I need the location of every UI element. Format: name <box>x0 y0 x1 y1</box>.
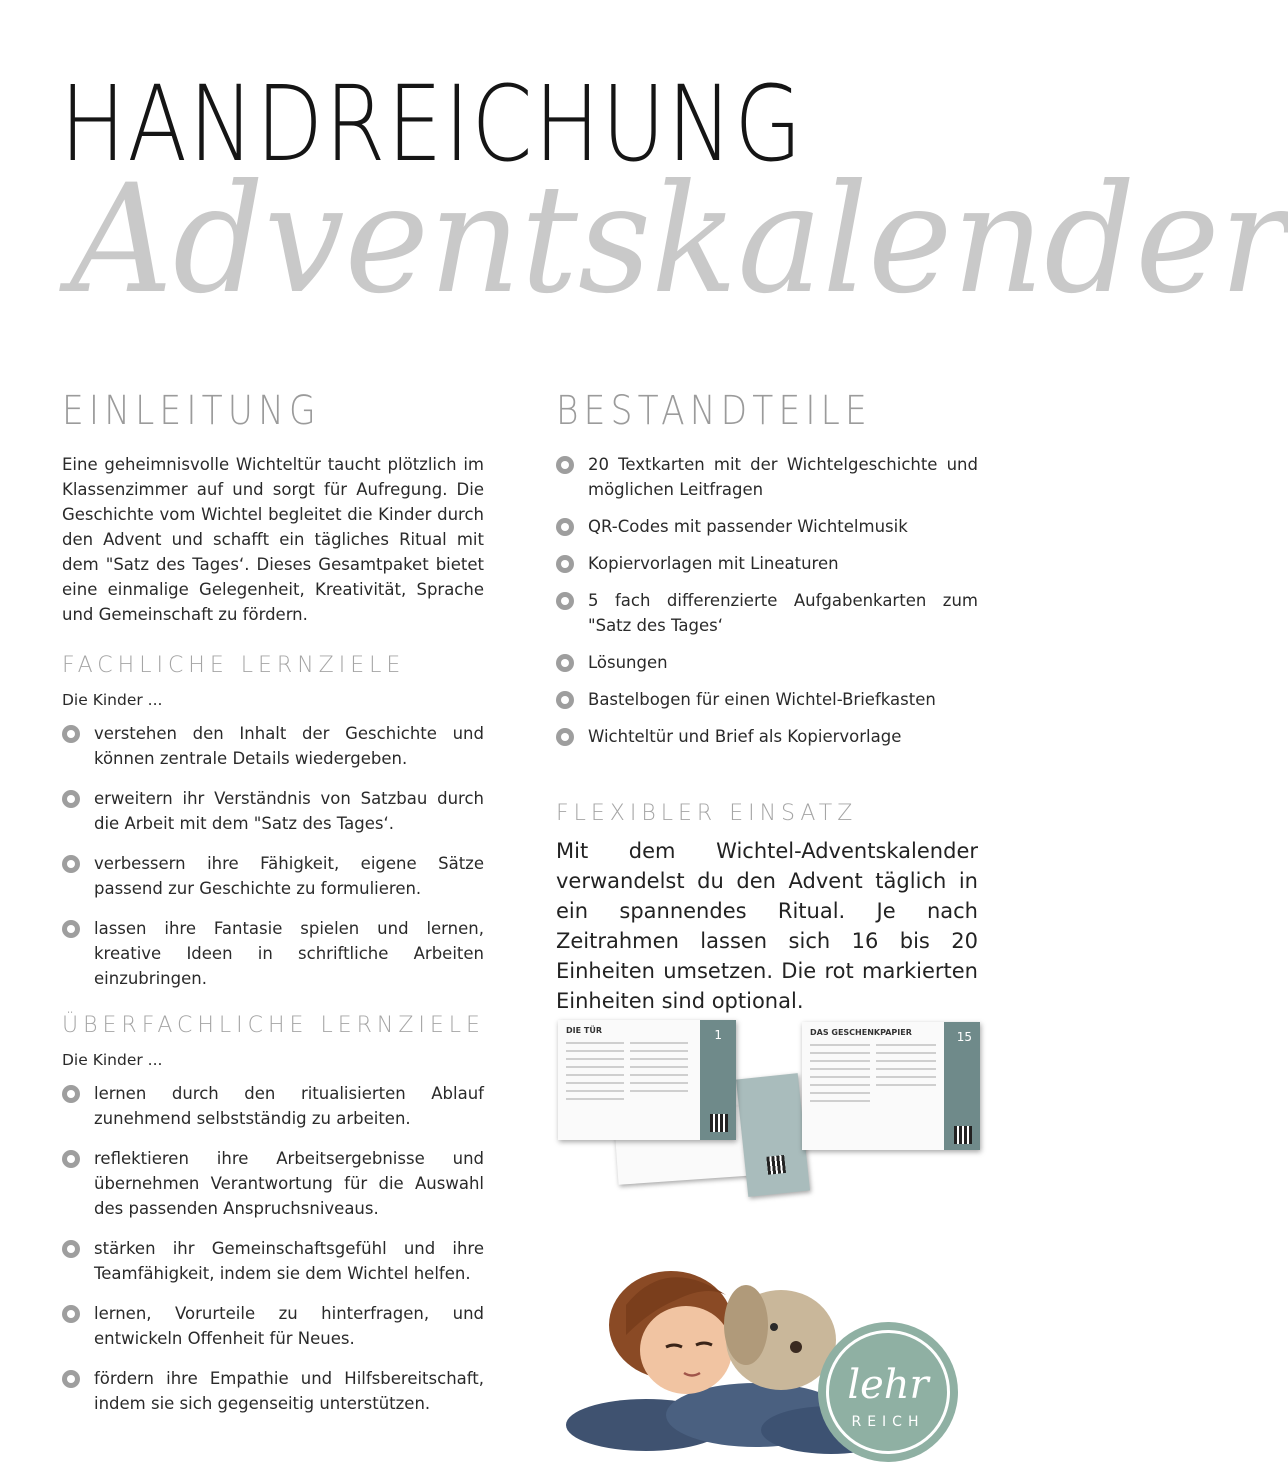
right-column <box>556 388 978 1016</box>
bullet-circle-icon <box>556 654 574 672</box>
einleitung-text: Eine geheimnisvolle Wichteltür taucht plötzlich im Klassenzimmer auf und sorgt für Aufregung. Die Geschichte vom Wichtel begleitet die Kinder durch den Advent und schafft ein tägliches Ritual mit dem "Satz des Tages‘. Dieses Gesamtpaket bietet eine einmalige Gelegenheit, Kreativität, Sprache und Gemeinschaft zu fördern. <box>62 455 484 624</box>
bullet-circle-icon <box>62 1085 80 1103</box>
bullet-circle-icon <box>62 1370 80 1388</box>
list-item: lernen, Vorurteile zu hinterfragen, und entwickeln Offenheit für Neues. <box>62 1301 484 1351</box>
material-preview <box>556 1010 986 1200</box>
einleitung-heading: EINLEITUNG <box>62 388 321 434</box>
fachliche-intro: Die Kinder ... <box>62 691 163 709</box>
fachliche-heading: FACHLICHE LERNZIELE <box>62 653 406 678</box>
list-item: 20 Textkarten mit der Wichtelgeschichte und möglichen Leitfragen <box>556 452 978 502</box>
bullet-circle-icon <box>556 518 574 536</box>
bullet-circle-icon <box>556 728 574 746</box>
flexibel-heading: FLEXIBLER EINSATZ <box>556 801 858 826</box>
lehrreich-logo: lehr REICH <box>818 1322 958 1462</box>
bullet-circle-icon <box>62 920 80 938</box>
bestandteile-list <box>556 452 978 749</box>
bullet-circle-icon <box>556 456 574 474</box>
list-item: Kopiervorlagen mit Lineaturen <box>556 551 978 576</box>
list-item: fördern ihre Empathie und Hilfsbereitschaft, indem sie sich gegenseitig unterstützen. <box>62 1366 484 1416</box>
list-item: lassen ihre Fantasie spielen und lernen, kreative Ideen in schriftliche Arbeiten einzubringen. <box>62 916 484 991</box>
bullet-circle-icon <box>62 1305 80 1323</box>
list-item: QR-Codes mit passender Wichtelmusik <box>556 514 978 539</box>
bestandteile-heading: BESTANDTEILE <box>556 388 872 434</box>
qr-code-icon <box>954 1126 972 1144</box>
ueberfachliche-heading: ÜBERFACHLICHE LERNZIELE <box>62 1013 485 1038</box>
ueberfachliche-intro: Die Kinder ... <box>62 1051 163 1069</box>
list-item: verbessern ihre Fähigkeit, eigene Sätze passend zur Geschichte zu formulieren. <box>62 851 484 901</box>
list-item: stärken ihr Gemeinschaftsgefühl und ihre Teamfähigkeit, indem sie dem Wichtel helfen. <box>62 1236 484 1286</box>
list-item: verstehen den Inhalt der Geschichte und können zentrale Details wiedergeben. <box>62 721 484 771</box>
qr-code-icon <box>710 1114 728 1132</box>
page-title: HANDREICHUNG <box>60 63 804 185</box>
fachliche-list <box>62 721 484 991</box>
bullet-circle-icon <box>556 691 574 709</box>
bullet-circle-icon <box>62 790 80 808</box>
qr-code-icon <box>766 1155 786 1175</box>
preview-card-door: DIE TÜR 1 <box>558 1020 736 1140</box>
list-item: lernen durch den ritualisierten Ablauf zunehmend selbstständig zu arbeiten. <box>62 1081 484 1131</box>
list-item: 5 fach differenzierte Aufgabenkarten zum "Satz des Tages‘ <box>556 588 978 638</box>
bullet-circle-icon <box>62 725 80 743</box>
list-item: reflektieren ihre Arbeitsergebnisse und übernehmen Verantwortung für die Auswahl des passenden Anspruchsniveaus. <box>62 1146 484 1221</box>
list-item: Wichteltür und Brief als Kopiervorlage <box>556 724 978 749</box>
preview-card-geschenkpapier: DAS GESCHENKPAPIER 15 <box>802 1022 980 1150</box>
bullet-circle-icon <box>62 855 80 873</box>
ueberfachliche-list <box>62 1081 484 1416</box>
list-item: Bastelbogen für einen Wichtel-Briefkasten <box>556 687 978 712</box>
bullet-circle-icon <box>62 1150 80 1168</box>
bullet-circle-icon <box>556 555 574 573</box>
bullet-circle-icon <box>62 1240 80 1258</box>
preview-card-tilted <box>736 1073 810 1197</box>
flexibel-text: Mit dem Wichtel-Adventskalender verwandelst du den Advent täglich in ein spannendes Ritual. Je nach Zeitrahmen lassen sich 16 bis 20 Einheiten umsetzen. Die rot markierten Einheiten sind optional. <box>556 839 978 1013</box>
list-item: Lösungen <box>556 650 978 675</box>
list-item: erweitern ihr Verständnis von Satzbau durch die Arbeit mit dem "Satz des Tages‘. <box>62 786 484 836</box>
page-subtitle-script: Adventskalender <box>70 153 1288 327</box>
bullet-circle-icon <box>556 592 574 610</box>
left-column <box>62 388 484 1431</box>
